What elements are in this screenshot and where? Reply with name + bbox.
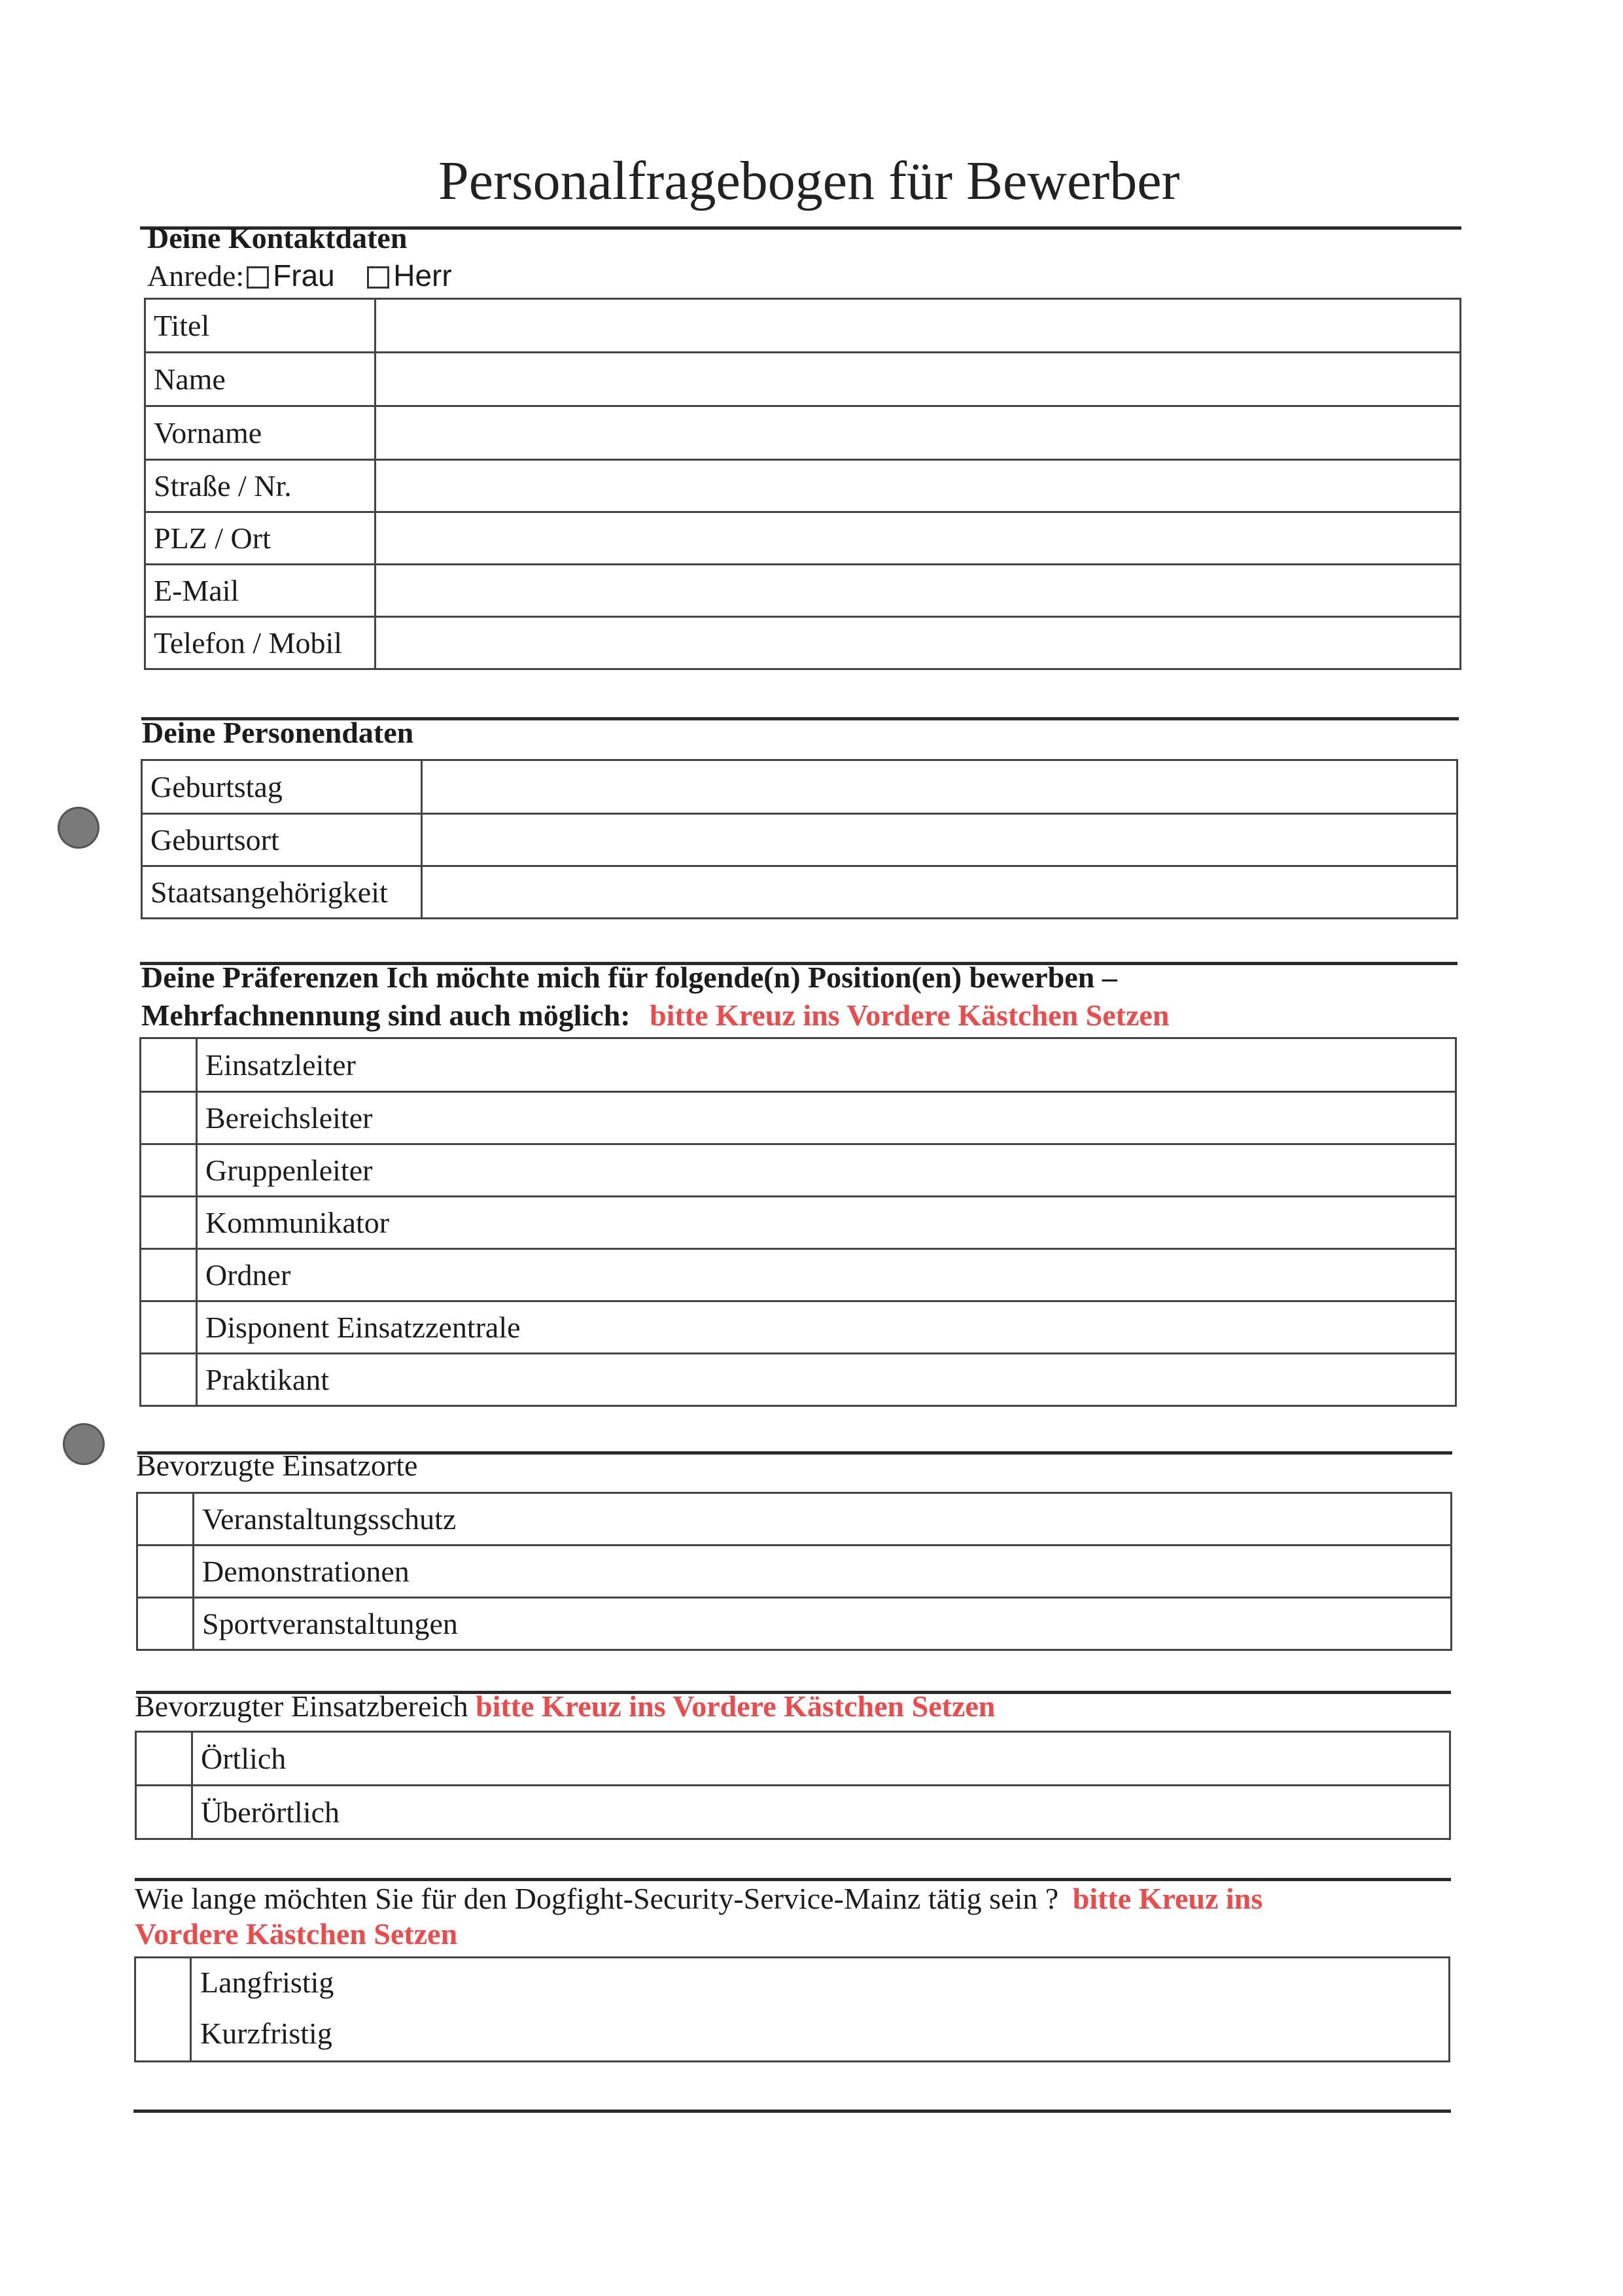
staatsangehoerigkeit-input[interactable] xyxy=(422,866,1457,919)
disponent-checkbox[interactable] xyxy=(141,1301,197,1354)
bottom-rule xyxy=(133,2110,1451,2113)
positions-table xyxy=(139,1037,1457,1407)
duration-checkbox-column[interactable] xyxy=(136,1958,192,2060)
field-label: Straße / Nr. xyxy=(145,460,375,512)
locations-table xyxy=(136,1492,1452,1651)
area-heading-row xyxy=(135,1689,995,1724)
option-label: Ordner xyxy=(197,1249,1456,1301)
area-table xyxy=(135,1731,1451,1840)
field-label: Geburtstag xyxy=(142,760,422,814)
contact-heading: Deine Kontaktdaten xyxy=(147,221,408,255)
veranstaltungsschutz-checkbox[interactable] xyxy=(137,1493,194,1545)
bereichsleiter-checkbox[interactable] xyxy=(141,1092,197,1144)
geburtstag-input[interactable] xyxy=(422,760,1457,814)
duration-question-row xyxy=(135,1882,1263,1916)
salutation-row xyxy=(147,258,452,294)
field-label: Staatsangehörigkeit xyxy=(142,866,422,919)
titel-input[interactable] xyxy=(375,299,1461,353)
punch-hole xyxy=(58,807,99,849)
personal-table xyxy=(141,759,1458,919)
option-label: Veranstaltungsschutz xyxy=(194,1493,1452,1545)
field-label: Telefon / Mobil xyxy=(145,617,375,669)
contact-table xyxy=(144,298,1461,670)
frau-checkbox[interactable] xyxy=(247,266,269,289)
kurzfristig-label: Kurzfristig xyxy=(200,2017,332,2050)
ueberoertlich-checkbox[interactable] xyxy=(136,1786,192,1839)
section-rule xyxy=(135,1878,1451,1881)
field-label: Geburtsort xyxy=(142,814,422,866)
option-label: Demonstrationen xyxy=(194,1545,1452,1598)
geburtsort-input[interactable] xyxy=(422,814,1457,866)
field-label: E-Mail xyxy=(145,565,375,617)
duration-hint-line1: bitte Kreuz ins xyxy=(1072,1882,1263,1915)
option-label: Kommunikator xyxy=(197,1197,1456,1249)
option-label: Gruppenleiter xyxy=(197,1144,1456,1197)
locations-heading: Bevorzugte Einsatzorte xyxy=(136,1449,418,1482)
herr-label: Herr xyxy=(393,258,452,292)
frau-label: Frau xyxy=(273,258,335,292)
preferences-heading-line2: Mehrfachnennung sind auch möglich: xyxy=(141,998,631,1032)
preferences-heading-line2-row xyxy=(141,998,1169,1033)
kommunikator-checkbox[interactable] xyxy=(141,1197,197,1249)
field-label: Vorname xyxy=(145,406,375,460)
gruppenleiter-checkbox[interactable] xyxy=(141,1144,197,1197)
herr-checkbox[interactable] xyxy=(367,266,389,289)
salutation-label: Anrede: xyxy=(147,259,245,292)
option-label: Überörtlich xyxy=(192,1786,1450,1839)
plz-ort-input[interactable] xyxy=(375,512,1461,565)
preferences-hint: bitte Kreuz ins Vordere Kästchen Setzen xyxy=(650,998,1170,1032)
area-hint: bitte Kreuz ins Vordere Kästchen Setzen xyxy=(476,1689,996,1723)
option-label: Disponent Einsatzzentrale xyxy=(197,1301,1456,1354)
option-label: Sportveranstaltungen xyxy=(194,1598,1452,1650)
field-label: Titel xyxy=(145,299,375,353)
email-input[interactable] xyxy=(375,565,1461,617)
name-input[interactable] xyxy=(375,353,1461,406)
demonstrationen-checkbox[interactable] xyxy=(137,1545,194,1598)
option-label: Bereichsleiter xyxy=(197,1092,1456,1144)
duration-hint-line2: Vordere Kästchen Setzen xyxy=(135,1917,458,1951)
duration-box xyxy=(134,1956,1450,2062)
personal-heading: Deine Personendaten xyxy=(142,716,414,749)
option-label: Einsatzleiter xyxy=(197,1038,1456,1092)
oertlich-checkbox[interactable] xyxy=(136,1732,192,1786)
langfristig-label: Langfristig xyxy=(200,1966,334,1999)
duration-question: Wie lange möchten Sie für den Dogfight-Security-Service-Mainz tätig sein ? xyxy=(135,1882,1059,1915)
field-label: PLZ / Ort xyxy=(145,512,375,565)
telefon-input[interactable] xyxy=(375,617,1461,669)
preferences-heading-line1: Deine Präferenzen Ich möchte mich für folgende(n) Position(en) bewerben – xyxy=(141,961,1117,994)
praktikant-checkbox[interactable] xyxy=(141,1354,197,1406)
area-heading: Bevorzugter Einsatzbereich xyxy=(135,1689,468,1723)
ordner-checkbox[interactable] xyxy=(141,1249,197,1301)
sportveranstaltungen-checkbox[interactable] xyxy=(137,1598,194,1650)
punch-hole xyxy=(63,1423,105,1465)
option-label: Praktikant xyxy=(197,1354,1456,1406)
einsatzleiter-checkbox[interactable] xyxy=(141,1038,197,1092)
strasse-input[interactable] xyxy=(375,460,1461,512)
vorname-input[interactable] xyxy=(375,406,1461,460)
field-label: Name xyxy=(145,353,375,406)
option-label: Örtlich xyxy=(192,1732,1450,1786)
page-title: Personalfragebogen für Bewerber xyxy=(438,150,1180,211)
